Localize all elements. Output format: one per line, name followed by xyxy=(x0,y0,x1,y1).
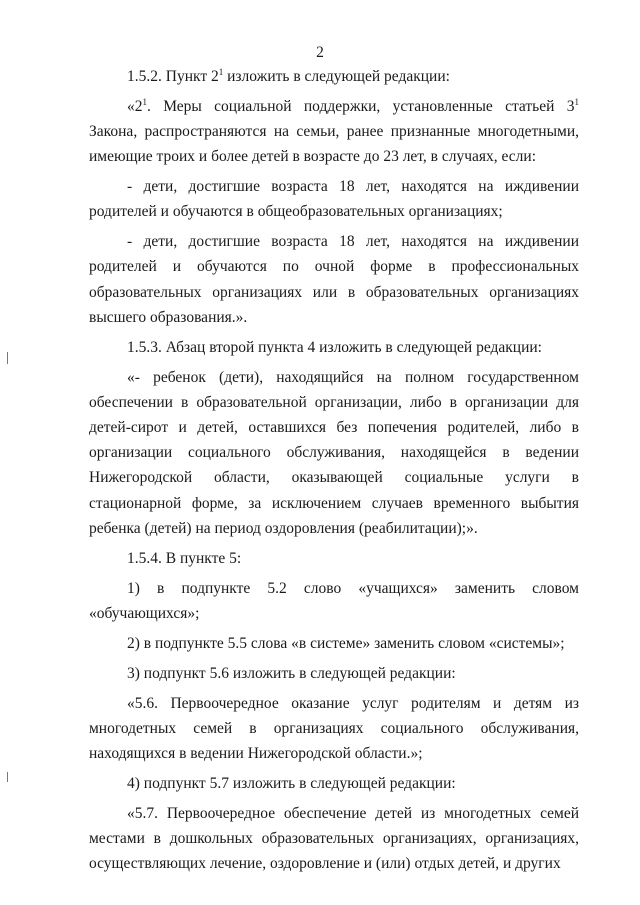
paragraph: «- ребенок (дети), находящийся на полном государственном обеспечении в образовательной организации, либо в организации для детей-сирот и детей, оставшихся без попечения родителей, либо в организации социального обслуживания, находящейся в ведении Нижегородской области, оказывающей социальные услуги в стационарной форме, за исключением случаев временного выбытия ребенка (детей) на период оздоровления (реабилитации);». xyxy=(89,368,579,537)
paragraph: 3) подпункт 5.6 изложить в следующей редакции: xyxy=(127,664,456,682)
paragraph: 2) в подпункте 5.5 слова «в системе» заменить словом «системы»; xyxy=(127,634,565,652)
page-number: 2 xyxy=(316,44,324,61)
paragraph: 1.5.2. Пункт $2^1$ изложить в следующей редакции: xyxy=(127,67,450,85)
paragraph: 1.5.4. В пункте 5: xyxy=(127,549,242,567)
paragraph: - дети, достигшие возраста 18 лет, находятся на иждивении родителей и обучаются по очной форме в профессиональных образовательных организациях или в образовательных организациях высшего образования.». xyxy=(89,233,579,326)
paragraph: «$2^1$. Меры социальной поддержки, установленные статьей $3^1$ Закона, распространяются на семьи, ранее признанные многодетными, имеющие троих и более детей в возрасте до 23 лет, в случаях, если: xyxy=(89,96,579,166)
paragraph: 4) подпункт 5.7 изложить в следующей редакции: xyxy=(127,774,456,792)
paragraph: 1) в подпункте 5.2 слово «учащихся» заменить словом «обучающихся»; xyxy=(89,579,579,622)
paragraph: «5.6. Первоочередное оказание услуг родителям и детям из многодетных семей в организациях социального обслуживания, находящихся в ведении Нижегородской области.»; xyxy=(89,694,579,762)
scan-artifact-mark xyxy=(7,772,8,782)
paragraph: «5.7. Первоочередное обеспечение детей из многодетных семей местами в дошкольных образовательных организациях, организациях, осуществляющих лечение, оздоровление и (или) отдых детей, и других xyxy=(89,804,579,873)
scan-artifact-mark xyxy=(7,352,8,364)
paragraph: 1.5.3. Абзац второй пункта 4 изложить в следующей редакции: xyxy=(127,338,542,356)
paragraph: - дети, достигшие возраста 18 лет, находятся на иждивении родителей и обучаются в общеобразовательных организациях; xyxy=(89,178,579,221)
document-body xyxy=(89,64,579,881)
